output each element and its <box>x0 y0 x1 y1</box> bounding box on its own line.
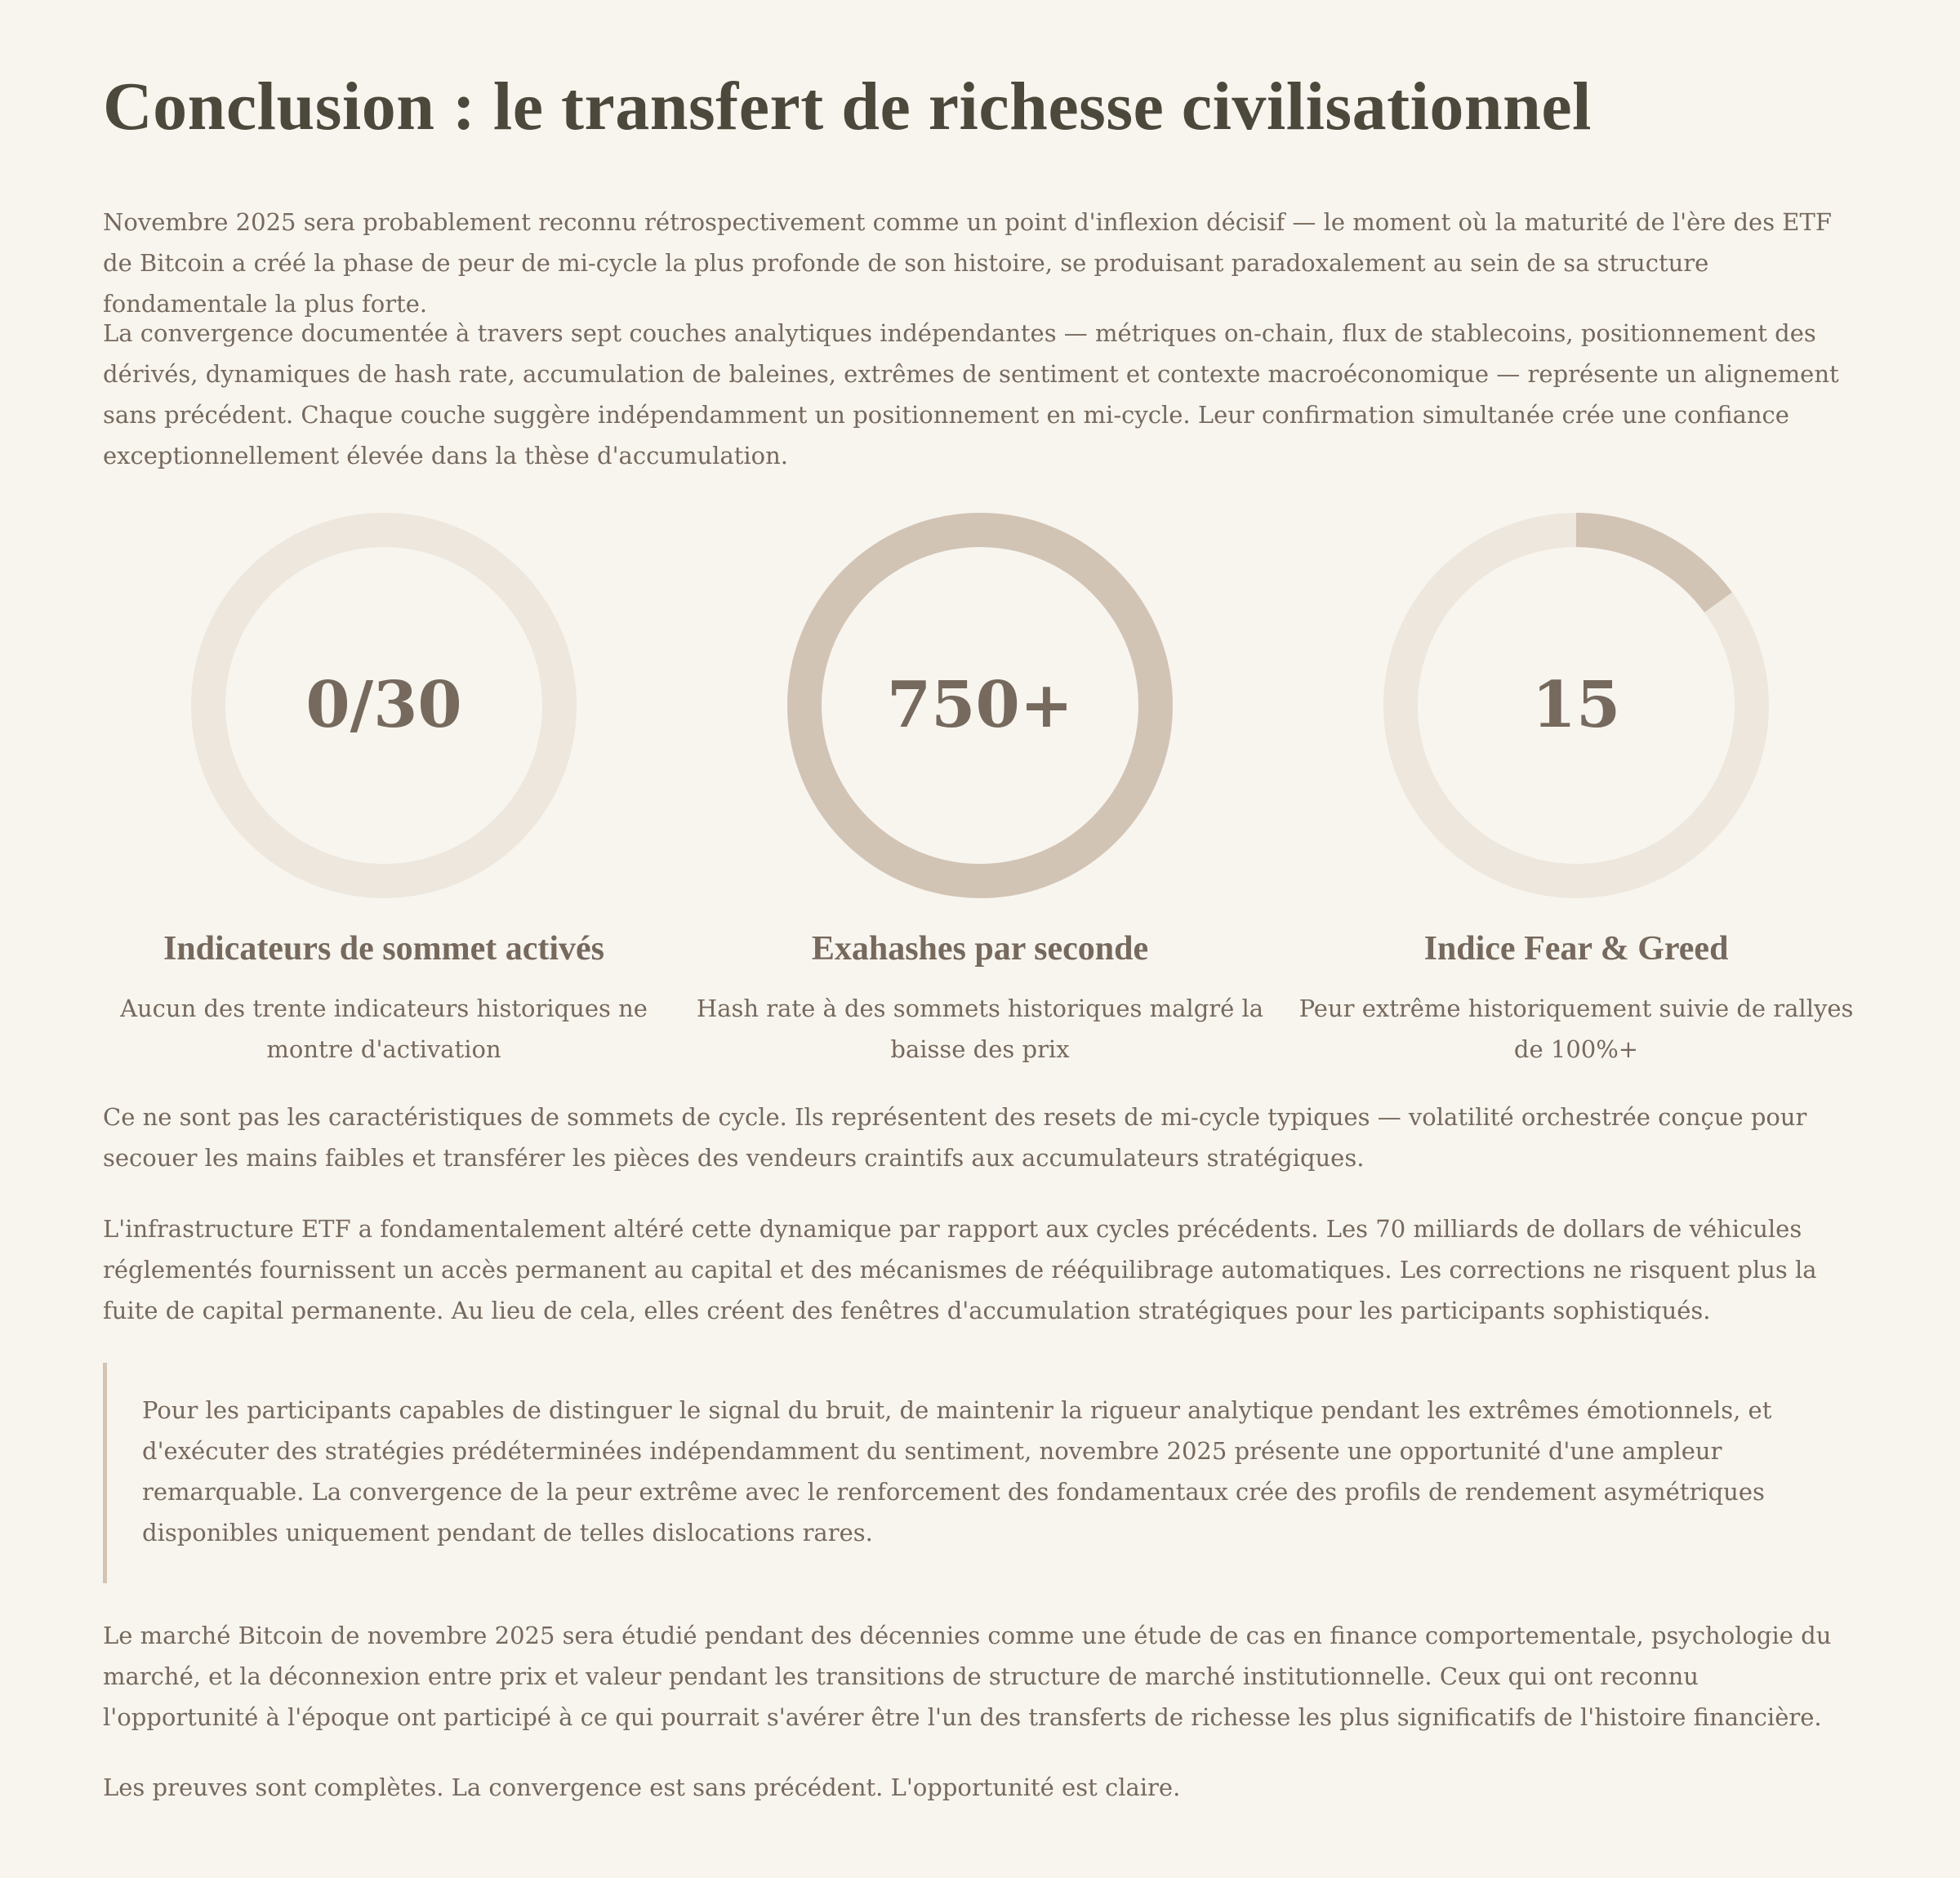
metric-title: Exahashes par seconde <box>811 930 1149 968</box>
metric-description: Peur extrême historiquement suivie de rallyes de 100%+ <box>1298 995 1854 1063</box>
pull-quote-text: Pour les participants capables de distinguer le signal du bruit, de maintenir la rigueur analytique pendant les extrêmes émotionnels, et d'exécuter des stratégies prédéterminées indépendamment du sentiment, novembre 2025 présente une opportunité d'une ampleur remarquable. La convergence de la peur extrême avec le renforcement des fondamentaux crée des profils de rendement asymétriques disponibles uniquement pendant de telles dislocations rares. <box>142 1396 1772 1546</box>
paragraph-case-study: Le marché Bitcoin de novembre 2025 sera étudié pendant des décennies comme une étude de cas en finance comportementale, psychologie du marché, et la déconnexion entre prix et valeur pendant les transitions de structure de marché institutionnelle. Ceux qui ont reconnu l'opportunité à l'époque ont participé à ce qui pourrait s'avérer être l'un des transferts de richesse les plus significatifs de l'histoire financière. <box>103 1622 1832 1731</box>
pull-quote <box>103 1363 1859 1583</box>
metric-value: 750+ <box>886 668 1074 742</box>
paragraph-intro: Novembre 2025 sera probablement reconnu rétrospectivement comme un point d'inflexion décisif — le moment où la maturité de l'ère des ETF de Bitcoin a créé la phase de peur de mi-cycle la plus profonde de son histoire, se produisant paradoxalement au sein de sa structure fondamentale la plus forte. <box>103 208 1832 318</box>
metric-description: Aucun des trente indicateurs historiques ne montre d'activation <box>120 995 648 1063</box>
metric-title: Indice Fear & Greed <box>1423 930 1729 968</box>
metric-value: 0/30 <box>305 668 462 742</box>
paragraph-convergence: La convergence documentée à travers sept couches analytiques indépendantes — métriques on-chain, flux de stablecoins, positionnement des dérivés, dynamiques de hash rate, accumulation de baleines, extrêmes de sentiment et contexte macroéconomique — représente un alignement sans précédent. Chaque couche suggère indépendamment un positionnement en mi-cycle. Leur confirmation simultanée crée une confiance exceptionnellement élevée dans la thèse d'accumulation. <box>103 319 1839 470</box>
metric-description: Hash rate à des sommets historiques malgré la baisse des prix <box>696 995 1264 1063</box>
paragraph-mid-cycle: Ce ne sont pas les caractéristiques de sommets de cycle. Ils représentent des resets de mi-cycle typiques — volatilité orchestrée conçue pour secouer les mains faibles et transférer les pièces des vendeurs craintifs aux accumulateurs stratégiques. <box>103 1103 1807 1172</box>
paragraph-closing: Les preuves sont complètes. La convergence est sans précédent. L'opportunité est claire. <box>103 1773 1181 1801</box>
metric-value: 15 <box>1531 668 1621 742</box>
paragraph-etf-infrastructure: L'infrastructure ETF a fondamentalement altéré cette dynamique par rapport aux cycles précédents. Les 70 milliards de dollars de véhicules réglementés fournissent un accès permanent au capital et des mécanismes de rééquilibrage automatiques. Les corrections ne risquent plus la fuite de capital permanente. Au lieu de cela, elles créent des fenêtres d'accumulation stratégiques pour les participants sophistiqués. <box>103 1215 1817 1324</box>
metric-title: Indicateurs de sommet activés <box>163 930 605 968</box>
page-title: Conclusion : le transfert de richesse civilisationnel <box>103 69 1592 145</box>
